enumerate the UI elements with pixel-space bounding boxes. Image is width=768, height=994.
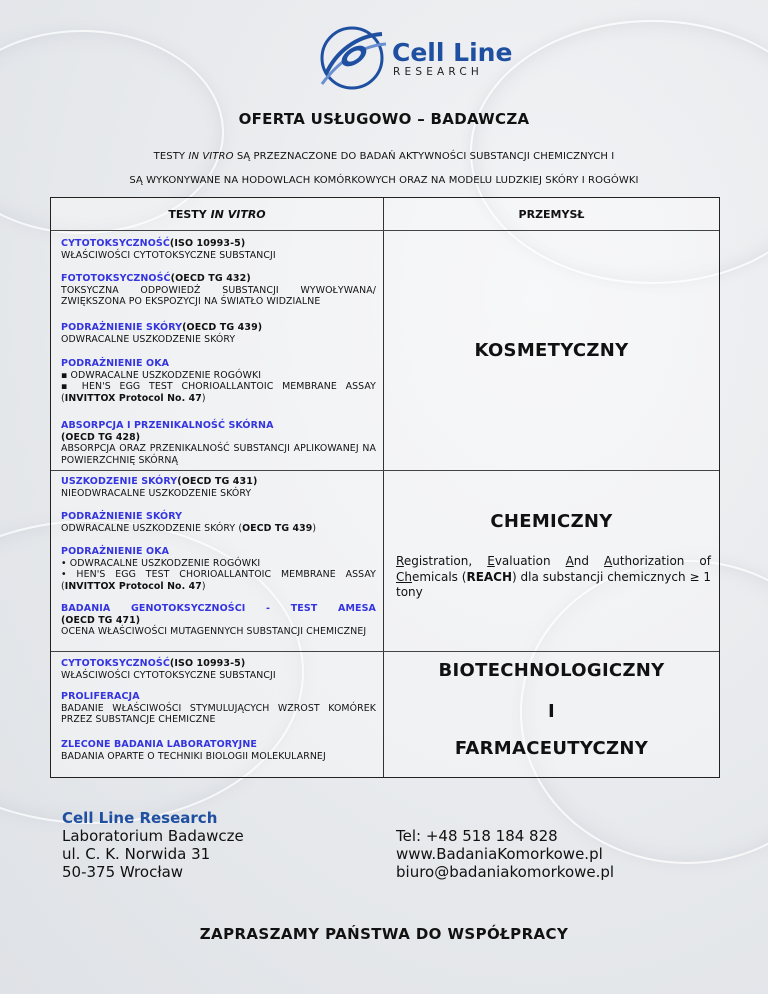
test-bullet [61,381,376,404]
desc-text: ) [312,522,317,534]
industry-biotech: BIOTECHNOLOGICZNY [438,660,665,681]
test-name: PODRAŻNIENIE OKA [61,546,170,557]
reach-text: ) dla substancji chemicznych ≥ 1 tony [396,569,711,599]
page-title: OFERTA USŁUGOWO – BADAWCZA [238,110,530,128]
test-standard-line: (OECD TG 471) [61,614,141,626]
bullet-text: ) [201,580,206,592]
test-name: PODRAŻNIENIE SKÓRY [61,322,183,333]
closing-invitation: ZAPRASZAMY PAŃSTWA DO WSPÓŁPRACY [199,925,569,943]
test-skin-absorption [61,420,376,466]
logo-title: Cell Line [392,38,513,67]
test-name: FOTOTOKSYCZNOŚĆ [61,273,171,284]
test-standard: OECD TG 439 [186,322,258,333]
reach-note [396,554,711,601]
test-description: BADANIE WŁAŚCIWOŚCI STYMULUJĄCYCH WZROST KOMÓREK PRZEZ SUBSTANCJE CHEMICZNE [61,702,376,725]
row-divider [51,651,719,652]
test-description: OCENA WŁAŚCIWOŚCI MUTAGENNYCH SUBSTANCJI CHEMICZNEJ [61,626,367,637]
reach-letter: R [396,554,404,568]
test-skin-irritation [61,322,376,345]
test-title: CYTOTOKSYCZNOŚĆ(ISO 10993-5) [61,658,246,669]
reach-text: egistration, [403,554,488,568]
test-title: USZKODZENIE SKÓRY(OECD TG 431) [61,476,258,487]
test-name: BADANIA GENOTOKSYCZNOŚCI - TEST AMESA [61,603,376,614]
test-name: CYTOTOKSYCZNOŚĆ [61,658,170,669]
test-name: PODRAŻNIENIE SKÓRY [61,511,183,522]
intro-in-vitro: IN VITRO [188,151,234,162]
column-header-industry: PRZEMYSŁ [518,208,585,221]
protocol-name: INVITTOX Protocol No. 47 [64,580,202,592]
logo-subtitle: RESEARCH [393,66,484,78]
test-name: USZKODZENIE SKÓRY [61,476,178,487]
industry-and: I [548,701,555,722]
industry-pharma: FARMACEUTYCZNY [454,738,649,759]
test-cytotoxicity [61,238,376,261]
industry-cosmetic: KOSMETYCZNY [474,340,629,361]
test-standard-line: (OECD TG 428) [61,431,141,443]
test-eye-irritation-chem [61,546,376,592]
test-skin-irritation-chem [61,511,376,534]
test-description: WŁAŚCIWOŚCI CYTOTOKSYCZNE SUBSTANCJI [61,669,276,681]
contact-details [396,827,614,881]
bullet-text: ) [201,392,206,404]
test-proliferation [61,691,376,726]
services-table [50,197,720,778]
intro-line-2: SĄ WYKONYWANE NA HODOWLACH KOMÓRKOWYCH ORAZ NA MODELU LUDZKIEJ SKÓRY I ROGÓWKI [129,175,639,186]
test-ames [61,603,376,638]
email-link[interactable]: biuro@badaniakomorkowe.pl [396,863,615,881]
test-skin-corrosion [61,476,376,499]
test-description: TOKSYCZNA ODPOWIEDŹ SUBSTANCJI WYWOŁYWANA/ ZWIĘKSZONA PO EKSPOZYCJI NA ŚWIATŁO WIDZIALNE [61,284,376,307]
column-header-tests [51,208,383,221]
address-line: Laboratorium Badawcze [62,827,244,845]
test-description [61,523,376,535]
test-eye-irritation [61,358,376,404]
reach-text: uthorization of [612,554,711,568]
test-bullet: • ODWRACALNE USZKODZENIE ROGÓWKI [61,557,261,569]
address-line: ul. C. K. Norwida 31 [62,845,211,863]
header-text: TESTY [168,208,211,221]
test-phototoxicity [61,273,376,308]
test-title: FOTOTOKSYCZNOŚĆ(OECD TG 432) [61,273,251,284]
reach-text: valuation [494,554,566,568]
test-standard: ISO 10993-5 [174,658,241,669]
industry-chemical: CHEMICZNY [490,511,613,532]
reach-text: emicals ( [411,569,467,584]
header-divider [51,230,719,231]
protocol-name: INVITTOX Protocol No. 47 [64,392,202,404]
test-name: ZLECONE BADANIA LABORATORYJNE [61,739,257,750]
reach-letter: E [487,554,495,568]
test-standard: OECD TG 439 [242,522,313,534]
test-bullet [61,569,376,592]
test-description: NIEODWRACALNE USZKODZENIE SKÓRY [61,487,252,499]
bullet-text: ▪ HEN'S EGG TEST CHORIOALLANTOIC MEMBRANE ASSAY ( [61,381,376,404]
test-standard: ISO 10993-5 [174,238,241,249]
column-divider [383,198,384,777]
test-cytotoxicity-bio [61,658,376,681]
reach-letter: A [604,554,613,568]
address-line: 50-375 Wrocław [62,863,184,881]
test-standard: OECD TG 432 [175,273,247,284]
test-standard: OECD TG 431 [181,476,253,487]
test-name: ABSORPCJA I PRZENIKALNOŚĆ SKÓRNA [61,420,274,431]
test-description: ODWRACALNE USZKODZENIE SKÓRY [61,333,236,345]
test-title: CYTOTOKSYCZNOŚĆ(ISO 10993-5) [61,238,246,249]
test-bullet: ▪ ODWRACALNE USZKODZENIE ROGÓWKI [61,369,262,381]
intro-line-1 [0,151,768,162]
row-divider [51,470,719,471]
intro-text: TESTY [153,151,189,162]
test-standard: OECD TG 471 [65,614,136,626]
phone-number: Tel: +48 518 184 828 [396,827,558,845]
reach-letter: Ch [396,569,412,584]
intro-text: SĄ PRZEZNACZONE DO BADAŃ AKTYWNOŚCI SUBSTANCJI CHEMICZNYCH I [233,151,615,162]
test-lab-research [61,739,376,762]
test-description: BADANIA OPARTE O TECHNIKI BIOLOGII MOLEKULARNEJ [61,750,326,762]
test-name: CYTOTOKSYCZNOŚĆ [61,238,170,249]
test-description: WŁAŚCIWOŚCI CYTOTOKSYCZNE SUBSTANCJI [61,249,276,261]
test-standard: OECD TG 428 [65,431,136,443]
website-link[interactable]: www.BadaniaKomorkowe.pl [396,845,603,863]
test-description: ABSORPCJA ORAZ PRZENIKALNOŚĆ SUBSTANCJI APLIKOWANEJ NA POWIERZCHNIĘ SKÓRNĄ [61,443,376,466]
bullet-text: • HEN'S EGG TEST CHORIOALLANTOIC MEMBRANE ASSAY ( [61,569,376,592]
contact-address [62,809,244,881]
reach-acronym: REACH [466,569,513,584]
company-name: Cell Line Research [62,809,218,827]
reach-letter: A [565,554,574,568]
test-title: PODRAŻNIENIE SKÓRY(OECD TG 439) [61,322,263,333]
test-name: PODRAŻNIENIE OKA [61,358,170,369]
test-name: PROLIFERACJA [61,691,140,702]
reach-text: nd [573,554,605,568]
desc-text: ODWRACALNE USZKODZENIE SKÓRY ( [61,522,243,534]
header-in-vitro: IN VITRO [210,208,266,221]
